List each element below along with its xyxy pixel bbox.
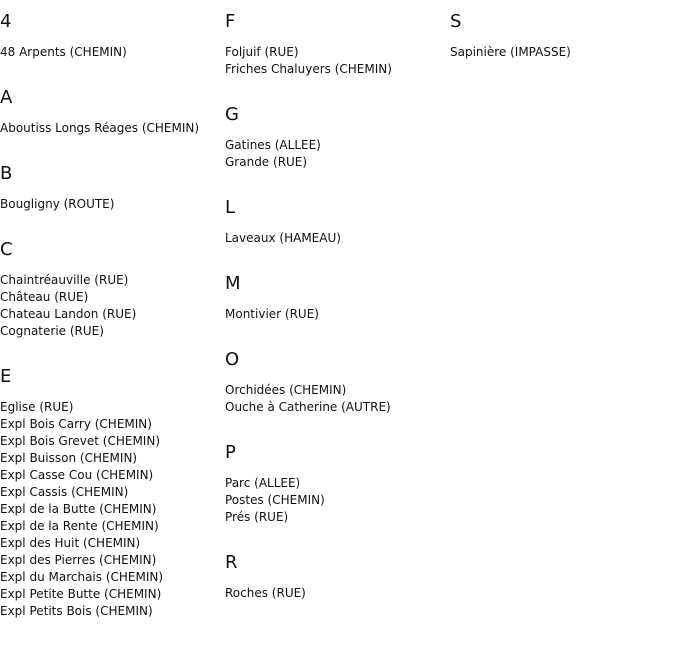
- letter-heading: G: [225, 104, 239, 125]
- street-list: [225, 382, 447, 416]
- street-link[interactable]: Expl de la Butte (CHEMIN): [0, 502, 157, 516]
- street-link[interactable]: 48 Arpents (CHEMIN): [0, 45, 127, 59]
- street-list: [225, 306, 447, 323]
- street-link[interactable]: Château (RUE): [0, 290, 89, 304]
- letter-group: [0, 86, 222, 137]
- letter-heading: E: [0, 366, 12, 387]
- street-column-3: [450, 10, 672, 86]
- street-column-1: [0, 10, 222, 645]
- street-link[interactable]: Expl Cassis (CHEMIN): [0, 485, 129, 499]
- street-link[interactable]: Laveaux (HAMEAU): [225, 231, 341, 245]
- letter-group: [225, 441, 447, 526]
- street-list: [0, 120, 222, 137]
- street-link[interactable]: Aboutiss Longs Réages (CHEMIN): [0, 121, 200, 135]
- street-link[interactable]: Chaintréauville (RUE): [0, 273, 129, 287]
- street-link[interactable]: Expl Petits Bois (CHEMIN): [0, 604, 153, 618]
- letter-group: [450, 10, 672, 61]
- letter-heading: S: [450, 11, 462, 32]
- street-link[interactable]: Expl du Marchais (CHEMIN): [0, 570, 164, 584]
- letter-group: [225, 103, 447, 171]
- letter-heading: O: [225, 349, 240, 370]
- letter-group: [225, 348, 447, 416]
- street-list: [225, 44, 447, 78]
- letter-group: [225, 10, 447, 78]
- street-link[interactable]: Ouche à Catherine (AUTRE): [225, 400, 391, 414]
- letter-heading: M: [225, 273, 241, 294]
- letter-group: [225, 196, 447, 247]
- letter-group: [0, 10, 222, 61]
- street-list: [0, 196, 222, 213]
- street-link[interactable]: Expl Bois Carry (CHEMIN): [0, 417, 152, 431]
- letter-group: [225, 551, 447, 602]
- street-link[interactable]: Expl Casse Cou (CHEMIN): [0, 468, 154, 482]
- letter-heading: A: [0, 87, 13, 108]
- street-list: [225, 475, 447, 526]
- street-link[interactable]: Parc (ALLEE): [225, 476, 301, 490]
- street-column-2: [225, 10, 447, 627]
- street-link[interactable]: Chateau Landon (RUE): [0, 307, 137, 321]
- street-link[interactable]: Foljuif (RUE): [225, 45, 299, 59]
- letter-heading: P: [225, 442, 236, 463]
- street-list: [450, 44, 672, 61]
- letter-group: [0, 365, 222, 620]
- street-link[interactable]: Eglise (RUE): [0, 400, 74, 414]
- street-link[interactable]: Expl des Huit (CHEMIN): [0, 536, 141, 550]
- street-link[interactable]: Cognaterie (RUE): [0, 324, 104, 338]
- letter-heading: 4: [0, 11, 12, 32]
- street-link[interactable]: Grande (RUE): [225, 155, 308, 169]
- street-list: [225, 585, 447, 602]
- letter-heading: B: [0, 163, 13, 184]
- letter-heading: L: [225, 197, 236, 218]
- street-link[interactable]: Orchidées (CHEMIN): [225, 383, 347, 397]
- street-link[interactable]: Expl Bois Grevet (CHEMIN): [0, 434, 160, 448]
- street-link[interactable]: Montivier (RUE): [225, 307, 319, 321]
- street-link[interactable]: Prés (RUE): [225, 510, 289, 524]
- street-link[interactable]: Friches Chaluyers (CHEMIN): [225, 62, 392, 76]
- street-link[interactable]: Gatines (ALLEE): [225, 138, 321, 152]
- street-list: [225, 230, 447, 247]
- street-link[interactable]: Sapinière (IMPASSE): [450, 45, 571, 59]
- street-link[interactable]: Expl Petite Butte (CHEMIN): [0, 587, 162, 601]
- letter-heading: R: [225, 552, 238, 573]
- street-list: [0, 272, 222, 340]
- letter-heading: F: [225, 11, 236, 32]
- letter-group: [0, 162, 222, 213]
- letter-heading: C: [0, 239, 13, 260]
- street-list: [0, 44, 222, 61]
- letter-group: [0, 238, 222, 340]
- letter-group: [225, 272, 447, 323]
- street-link[interactable]: Bougligny (ROUTE): [0, 197, 115, 211]
- street-list: [0, 399, 222, 620]
- street-link[interactable]: Roches (RUE): [225, 586, 306, 600]
- street-list: [225, 137, 447, 171]
- street-link[interactable]: Postes (CHEMIN): [225, 493, 325, 507]
- street-link[interactable]: Expl de la Rente (CHEMIN): [0, 519, 159, 533]
- street-link[interactable]: Expl des Pierres (CHEMIN): [0, 553, 157, 567]
- street-link[interactable]: Expl Buisson (CHEMIN): [0, 451, 138, 465]
